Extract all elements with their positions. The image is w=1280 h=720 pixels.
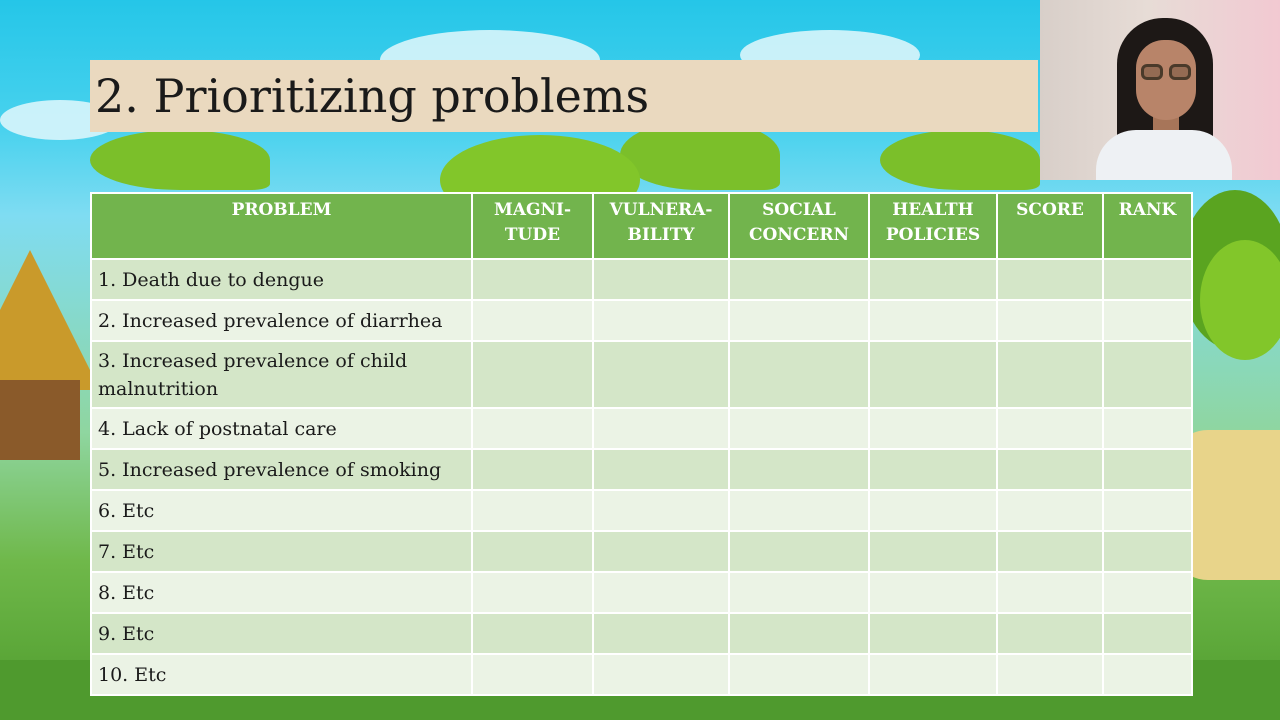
header-label: BILITY [627,225,695,245]
problem-cell: 2. Increased prevalence of diarrhea [91,300,472,341]
problems-table [90,192,1193,696]
health-policies-cell [869,490,997,531]
magnitude-cell [472,449,593,490]
problem-cell: 1. Death due to dengue [91,259,472,300]
vulnerability-cell [593,490,729,531]
palm-tree [90,130,270,190]
problem-cell: 6. Etc [91,490,472,531]
presenter-webcam [1040,0,1280,180]
header-label: HEALTH [892,200,974,220]
magnitude-cell [472,300,593,341]
rank-cell [1103,654,1192,695]
table-row [91,408,1192,449]
vulnerability-cell [593,300,729,341]
table-header-row [91,193,1192,259]
palm-tree [880,130,1040,190]
rank-cell [1103,259,1192,300]
header-label: MAGNI- [493,200,572,220]
vulnerability-cell [593,449,729,490]
bush [1200,240,1280,360]
social-concern-cell [729,490,869,531]
magnitude-cell [472,654,593,695]
health-policies-cell [869,654,997,695]
header-label: CONCERN [748,225,850,245]
score-cell [997,341,1103,408]
header-label: TUDE [504,225,561,245]
vulnerability-cell [593,613,729,654]
score-cell [997,613,1103,654]
rank-cell [1103,613,1192,654]
magnitude-cell [472,613,593,654]
rank-cell [1103,408,1192,449]
social-concern-cell [729,613,869,654]
health-policies-cell [869,300,997,341]
glasses-lens [1141,64,1163,80]
health-policies-cell [869,449,997,490]
table-row [91,531,1192,572]
social-concern-cell [729,259,869,300]
health-policies-cell [869,408,997,449]
hut-wall [0,380,80,460]
vulnerability-cell [593,259,729,300]
social-concern-cell [729,449,869,490]
social-concern-cell [729,654,869,695]
social-concern-cell [729,408,869,449]
health-policies-cell [869,613,997,654]
social-concern-cell [729,531,869,572]
score-cell [997,259,1103,300]
score-cell [997,572,1103,613]
table-row [91,654,1192,695]
table-row [91,449,1192,490]
rank-cell [1103,341,1192,408]
problem-cell: 5. Increased prevalence of smoking [91,449,472,490]
header-label: RANK [1118,200,1177,220]
table-row [91,490,1192,531]
magnitude-cell [472,408,593,449]
problem-cell: 9. Etc [91,613,472,654]
magnitude-cell [472,490,593,531]
problem-cell: 7. Etc [91,531,472,572]
header-score [997,193,1103,259]
problem-cell: 4. Lack of postnatal care [91,408,472,449]
rank-cell [1103,449,1192,490]
rank-cell [1103,490,1192,531]
header-rank [1103,193,1192,259]
table-row [91,341,1192,408]
score-cell [997,408,1103,449]
header-problem [91,193,472,259]
rank-cell [1103,572,1192,613]
problem-cell: 8. Etc [91,572,472,613]
table-row [91,300,1192,341]
problem-cell: 3. Increased prevalence of child malnutrition [91,341,472,408]
glasses-icon [1141,64,1193,82]
table-row [91,572,1192,613]
header-label: POLICIES [885,225,981,245]
glasses-lens [1169,64,1191,80]
vulnerability-cell [593,341,729,408]
vulnerability-cell [593,408,729,449]
social-concern-cell [729,300,869,341]
table-row [91,613,1192,654]
vulnerability-cell [593,572,729,613]
health-policies-cell [869,572,997,613]
vulnerability-cell [593,531,729,572]
header-vulnerability [593,193,729,259]
header-label: PROBLEM [231,200,332,220]
magnitude-cell [472,572,593,613]
score-cell [997,490,1103,531]
header-social-concern [729,193,869,259]
header-label: SOCIAL [762,200,836,220]
magnitude-cell [472,259,593,300]
hut-roof [0,250,100,390]
rank-cell [1103,300,1192,341]
vulnerability-cell [593,654,729,695]
social-concern-cell [729,572,869,613]
rank-cell [1103,531,1192,572]
table-row [91,259,1192,300]
score-cell [997,654,1103,695]
health-policies-cell [869,531,997,572]
header-label: SCORE [1016,200,1084,220]
problem-cell: 10. Etc [91,654,472,695]
score-cell [997,300,1103,341]
slide-title: 2. Prioritizing problems [95,69,650,123]
header-health-policies [869,193,997,259]
social-concern-cell [729,341,869,408]
header-magnitude [472,193,593,259]
score-cell [997,531,1103,572]
presenter-shirt [1096,130,1232,180]
priority-table [90,192,1191,696]
magnitude-cell [472,341,593,408]
header-label: VULNERA- [609,200,713,220]
health-policies-cell [869,341,997,408]
score-cell [997,449,1103,490]
health-policies-cell [869,259,997,300]
magnitude-cell [472,531,593,572]
